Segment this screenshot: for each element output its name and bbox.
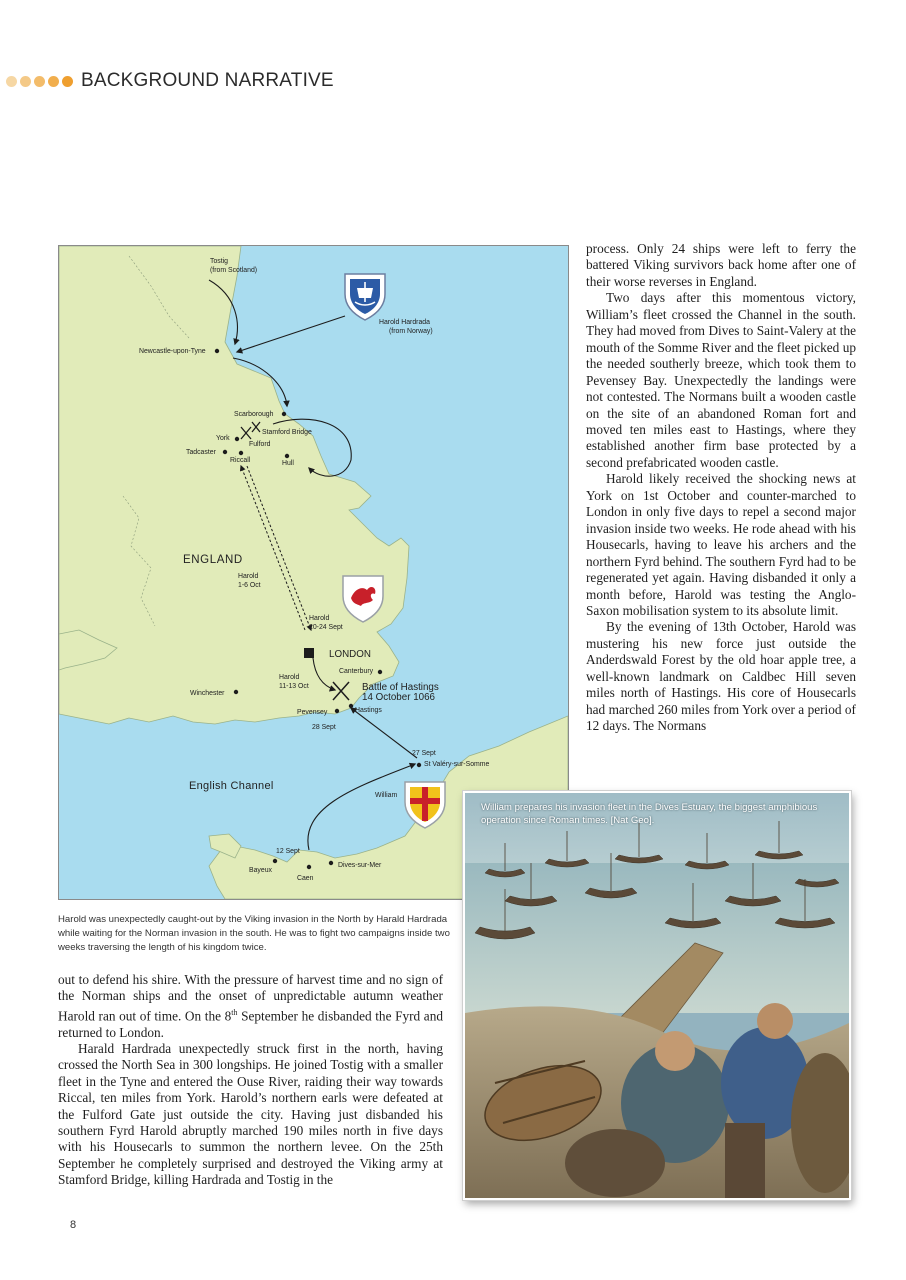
label-tostig: Tostig: [210, 258, 228, 265]
label-battle-date: 14 October 1066: [362, 692, 435, 703]
label-london: LONDON: [329, 649, 371, 660]
header-dot: [62, 76, 73, 87]
norway-shield-icon: [345, 274, 385, 320]
header-dot: [34, 76, 45, 87]
dot-dives: [329, 861, 333, 865]
label-newcastle: Newcastle-upon-Tyne: [139, 348, 206, 355]
label-england: ENGLAND: [183, 554, 243, 566]
label-28-sept: 28 Sept: [312, 724, 336, 731]
label-harold-london-dates: 20-24 Sept: [309, 624, 343, 631]
label-fulford: Fulford: [249, 441, 271, 448]
hardrada-route: [237, 316, 345, 352]
dot-canterbury: [378, 670, 382, 674]
label-stamford-bridge: Stamford Bridge: [262, 429, 312, 436]
header-dot: [20, 76, 31, 87]
label-hull: Hull: [282, 460, 294, 467]
dot-st-valery: [417, 763, 421, 767]
dot-riccall: [239, 451, 243, 455]
label-riccall: Riccall: [230, 457, 251, 464]
dot-scarborough: [282, 412, 286, 416]
section-title: BACKGROUND NARRATIVE: [81, 70, 334, 91]
dot-winchester: [234, 690, 238, 694]
label-pevensey: Pevensey: [297, 709, 328, 716]
body-paragraph: process. Only 24 ships were left to ferry the battered Viking survivors back home after one of their worse reverses in England.: [586, 241, 856, 289]
label-hastings: Hastings: [355, 707, 382, 714]
label-york: York: [216, 435, 230, 442]
label-tadcaster: Tadcaster: [186, 449, 216, 456]
page-number: 8: [70, 1219, 77, 1231]
label-bayeux: Bayeux: [249, 867, 272, 874]
header-dot: [48, 76, 59, 87]
label-dives: Dives-sur-Mer: [338, 862, 382, 869]
section-header: [6, 66, 334, 96]
label-english-channel: English Channel: [189, 780, 274, 792]
label-hardrada-origin: (from Norway): [389, 328, 433, 335]
label-12-sept: 12 Sept: [276, 848, 300, 855]
dot-pevensey: [335, 709, 339, 713]
label-harold-hastings-dates: 11-13 Oct: [279, 683, 309, 690]
body-paragraph: Two days after this momentous victory, William’s fleet crossed the Channel in the south. They had moved from Dives to Saint-Valery at the mouth of the Somme River and the fleet picked up the needed southerly breeze, which took them to Pevensey Bay. Unexpectedly the landings were not contested. The Normans built a wooden castle on the site of an abandoned Roman fort and moved ten miles east to Hastings, where they established another firm base protected by a second prefabricated wooden castle.: [586, 290, 856, 470]
body-paragraph: Harold likely received the shocking news at York on 1st October and counter-marched to London in only five days to repel a second major invasion inside two weeks. He rode ahead with his Housecarls, having to leave his archers and the northern Fyrd behind. The southern Fyrd had to be regenerated yet again. Having disbanded it only a month before, Harold was testing the Anglo-Saxon mobilisation system to its absolute limit.: [586, 471, 856, 618]
dot-bayeux: [273, 859, 277, 863]
label-harold-hastings: Harold: [279, 674, 300, 681]
dot-tadcaster: [223, 450, 227, 454]
label-harold-york-dates: 1-6 Oct: [238, 582, 261, 589]
header-dot: [6, 76, 17, 87]
paragraph-text: September he disbanded the Fyrd and returned to London.: [58, 1008, 444, 1040]
label-hardrada: Harold Hardrada: [379, 319, 430, 326]
right-body-column: [586, 241, 856, 735]
dot-york: [235, 437, 239, 441]
label-tostig-origin: (from Scotland): [210, 267, 258, 274]
label-scarborough: Scarborough: [234, 411, 274, 418]
painting-illustration: [465, 793, 849, 1198]
label-canterbury: Canterbury: [339, 668, 374, 675]
superscript: th: [231, 1007, 238, 1017]
left-body-column: [58, 972, 443, 1189]
paragraph-text: out to defend his shire. With the pressure of harvest time and no sign of the Norman ships and the onset of unpredictable autumn weather Harold ran out of time. On the 8: [58, 972, 443, 1024]
label-caen: Caen: [297, 875, 314, 882]
label-william: William: [375, 792, 398, 799]
body-paragraph: By the evening of 13th October, Harold was mustering his new force just outside the Anderdswald Forest by the old hoar apple tree, a well-known landmark on Caldbec Hill seven miles north of Hastings. His core of Housecarls had marched 260 miles from York over a period of 12 days. The Normans: [586, 619, 856, 734]
william-crossing: [351, 708, 417, 758]
body-paragraph: Harald Hardrada unexpectedly struck first in the north, having crossed the North Sea in 300 longships. He joined Tostig with a smaller fleet in the Tyne and entered the Ouse River, raiding their way towards Riccal, ten miles from York. Harold’s northern earls were defeated at the Fulford Gate just outside the city. Having just disbanded his southern Fyrd Harold abruptly marched 190 miles north in five days with his Housecarls to summon the northern levee. On the 25th September he completely surprised and destroyed the Viking army at Stamford Bridge, killing Hardrada and Tostig in the: [58, 1041, 443, 1188]
label-st-valery: St Valéry-sur-Somme: [424, 761, 490, 768]
label-battle-hastings: Battle of Hastings: [362, 682, 439, 693]
label-winchester: Winchester: [190, 690, 225, 697]
dot-hastings: [349, 704, 353, 708]
map-caption: Harold was unexpectedly caught-out by the Viking invasion in the North by Harald Hardrada while waiting for the Norman invasion in the south. He was to fight two campaigns inside two weeks traversing the length of his kingdom twice.: [58, 914, 450, 953]
body-paragraph: [58, 972, 443, 1041]
william-route: [308, 764, 415, 850]
label-27-sept: 27 Sept: [412, 750, 436, 757]
dot-hull: [285, 454, 289, 458]
dot-newcastle: [215, 349, 219, 353]
label-harold-york: Harold: [238, 573, 259, 580]
invasion-fleet-painting: [463, 791, 851, 1200]
dot-caen: [307, 865, 311, 869]
london-square: [304, 648, 314, 658]
label-harold-london: Harold: [309, 615, 330, 622]
photo-caption: William prepares his invasion fleet in the Dives Estuary, the biggest amphibious operation since Roman times. [Nat Geo].: [481, 802, 818, 826]
